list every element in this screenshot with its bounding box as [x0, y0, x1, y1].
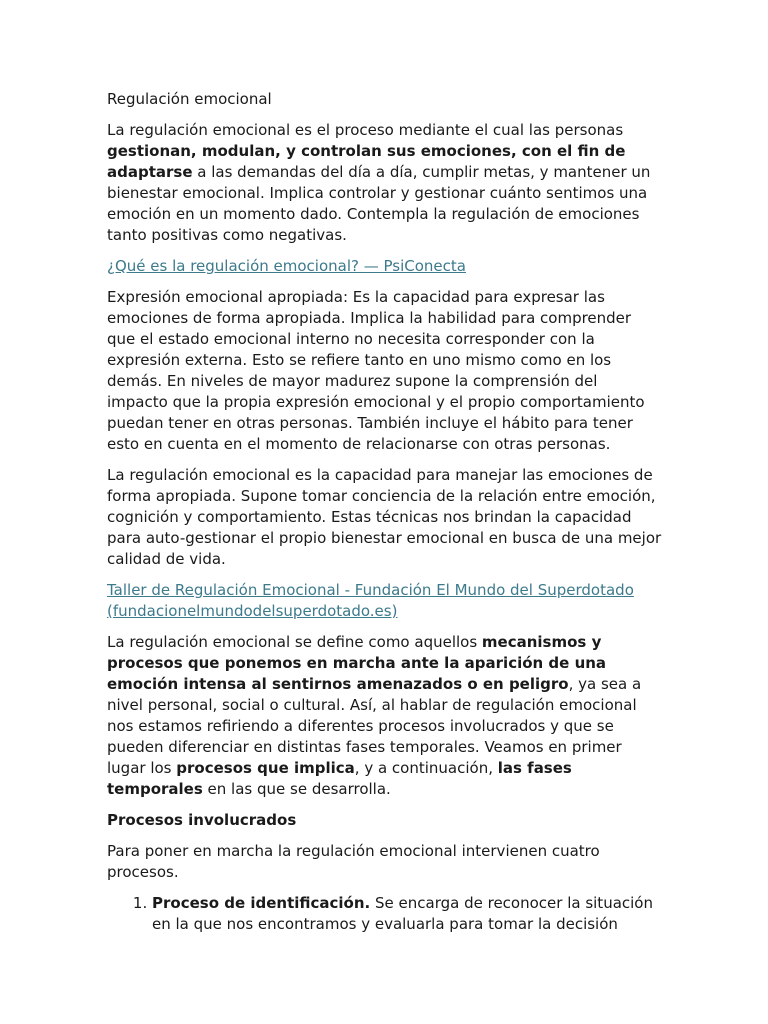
process-list: [107, 893, 662, 935]
psiconecta-link[interactable]: ¿Qué es la regulación emocional? — PsiConecta: [107, 257, 466, 275]
fundacion-link[interactable]: Taller de Regulación Emocional - Fundación El Mundo del Superdotado (fundacionelmundodelsuperdotado.es): [107, 581, 634, 620]
bold-text: gestionan, modulan, y controlan sus emociones, con el fin de adaptarse: [107, 142, 626, 181]
document-page: [107, 89, 662, 935]
paragraph-text: a las demandas del día a día, cumplir metas, y mantener un bienestar emocional. Implica controlar y gestionar cuánto sentimos una emoción en un momento dado. Contempla la regulación de emociones tanto positivas como negativas.: [107, 163, 651, 244]
paragraph-text: , ya sea a nivel personal, social o cultural. Así, al hablar de regulación emocional nos estamos refiriendo a diferentes procesos involucrados y que se pueden diferenciar en distintas fases temporales. Veamos en primer lugar los: [107, 675, 642, 777]
paragraph-text: La regulación emocional se define como aquellos: [107, 633, 482, 651]
paragraph-text: La regulación emocional es el proceso mediante el cual las personas: [107, 121, 624, 139]
list-item: [152, 893, 662, 935]
paragraph-capacity: La regulación emocional es la capacidad para manejar las emociones de forma apropiada. Supone tomar conciencia de la relación entre emoción, cognición y comportamiento. Estas técnicas nos brindan la capacidad para auto-gestionar el propio bienestar emocional en busca de una mejor calidad de vida.: [107, 466, 662, 568]
list-item-title: Proceso de identificación.: [152, 894, 371, 912]
paragraph-text: en las que se desarrolla.: [202, 780, 391, 798]
document-title: Regulación emocional: [107, 90, 272, 108]
bold-text: las fases temporales: [107, 759, 572, 798]
paragraph-text: , y a continuación,: [354, 759, 498, 777]
link-paragraph: [107, 256, 662, 277]
paragraph-mechanisms: [107, 632, 662, 800]
paragraph-definition: [107, 120, 662, 246]
list-item-text: Se encarga de reconocer la situación en la que nos encontramos y evaluarla para tomar la decisión: [152, 894, 653, 933]
paragraph-intro-processes: Para poner en marcha la regulación emocional intervienen cuatro procesos.: [107, 842, 600, 881]
paragraph-expression: Expresión emocional apropiada: Es la capacidad para expresar las emociones de forma apropiada. Implica la habilidad para comprender que el estado emocional interno no necesita corresponder con la expresión externa. Esto se refiere tanto en uno mismo como en los demás. En niveles de mayor madurez supone la comprensión del impacto que la propia expresión emocional y el propio comportamiento puedan tener en otras personas. También incluye el hábito para tener esto en cuenta en el momento de relacionarse con otras personas.: [107, 288, 645, 453]
link-paragraph: [107, 580, 662, 622]
bold-text: procesos que implica: [176, 759, 355, 777]
bold-text: mecanismos y procesos que ponemos en marcha ante la aparición de una emoción intensa al sentirnos amenazados o en peligro: [107, 633, 607, 693]
section-heading: Procesos involucrados: [107, 811, 297, 829]
